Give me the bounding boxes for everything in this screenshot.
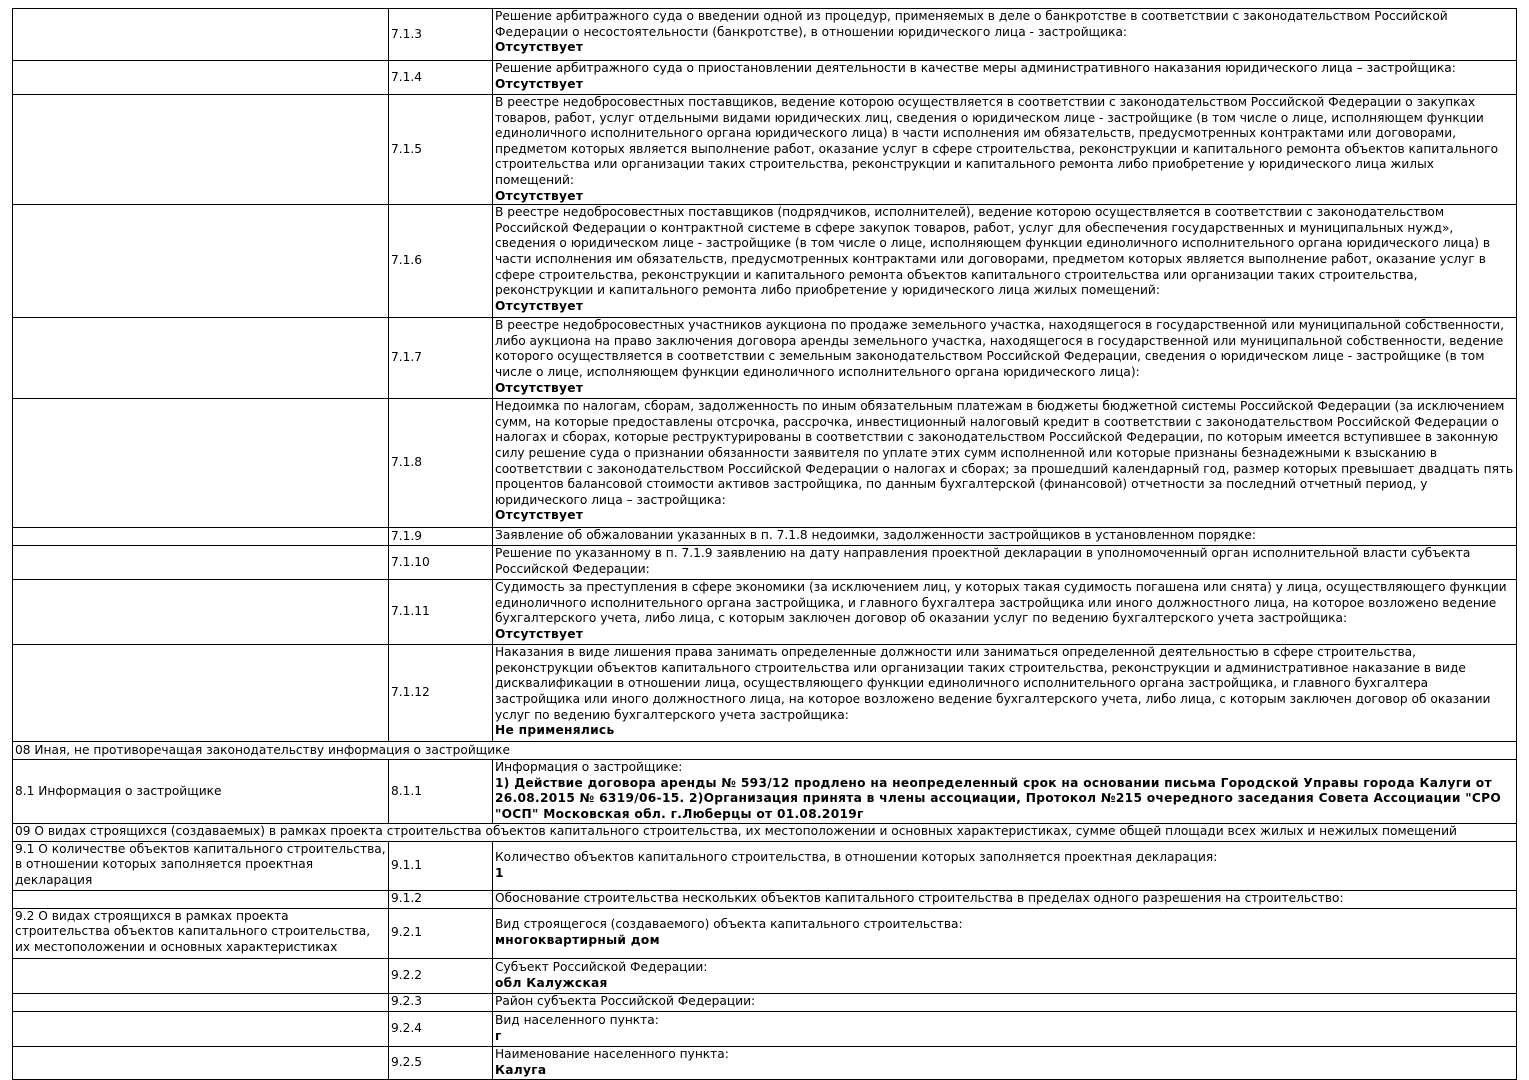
row-label: Решение арбитражного суда о приостановлении деятельности в качестве меры административного наказания юридического лица – застройщика:	[495, 61, 1456, 75]
row-code: 9.2.5	[389, 1046, 493, 1079]
row-code: 7.1.8	[389, 399, 493, 528]
row-value: 1) Действие договора аренды № 593/12 продлено на неопределенный срок на основании письма Городской Управы города Калуги от 26.08.2015 № 6319/06-15. 2)Организация принята в члены ассоциации, Протокол №215 очередного заседания Совета Ассоциации "СРО "ОСП" Московская обл. г.Люберцы от 01.08.2019г	[495, 775, 1502, 821]
row-label: Решение арбитражного суда о введении одной из процедур, применяемых в деле о банкротстве в соответствии с законодательством Российской Федерации о несостоятельности (банкротстве), в отношении юридического лица - застройщика:	[495, 9, 1448, 39]
row-section-cell	[13, 1011, 389, 1046]
row-label: В реестре недобросовестных участников аукциона по продаже земельного участка, находящегося в государственной или муниципальной собственности, либо аукциона на право заключения договора аренды земельного участка, находящегося в государственной или муниципальной собственности, ведение которого осуществляется в соответствии с земельным законодательством Российской Федерации, сведения о юридическом лице - застройщике (в том числе о лице, исполняющем функции единоличного исполнительного органа юридического лица):	[495, 318, 1505, 379]
row-code: 9.1.1	[389, 841, 493, 890]
row-code: 7.1.4	[389, 61, 493, 95]
row-content	[493, 958, 1517, 993]
row-content	[493, 399, 1517, 528]
row-value: Не применялись	[495, 723, 615, 738]
row-code: 7.1.5	[389, 95, 493, 205]
row-content	[493, 205, 1517, 318]
row-label: Заявление об обжаловании указанных в п. 7.1.8 недоимки, задолженности застройщиков в установленном порядке:	[495, 528, 1256, 543]
table-row	[13, 958, 1517, 993]
row-content	[493, 318, 1517, 399]
row-section-cell	[13, 9, 389, 61]
row-section-cell	[13, 205, 389, 318]
row-section-cell	[13, 318, 389, 399]
row-value: Отсутствует	[495, 298, 584, 313]
section-title: 09 О видах строящихся (создаваемых) в рамках проекта строительства объектов капитального строительства, их местоположении и основных характеристиках, сумме общей площади всех жилых и нежилых помещений	[13, 823, 1517, 841]
table-row	[13, 318, 1517, 399]
row-section-cell	[13, 546, 389, 580]
row-label: В реестре недобросовестных поставщиков (подрядчиков, исполнителей), ведение которою осуществляется в соответствии с законодательством Российской Федерации о контрактной системе в сфере закупок товаров, работ, услуг для обеспечения государственных и муниципальных нужд», сведения о юридическом лице - застройщике (в том числе о лице, исполняющем функции единоличного исполнительного органа юридического лица) в части исполнения им обязательств, предусмотренных контрактами или договорами, предметом которых является выполнение работ, оказание услуг в сфере строительства, реконструкции и капитального ремонта объектов капитального строительства или организации таких строительства, реконструкции и капитального ремонта либо приобретение у юридического лица жилых помещений:	[495, 205, 1491, 298]
table-row	[13, 760, 1517, 823]
row-value: Отсутствует	[495, 380, 584, 395]
row-code: 7.1.12	[389, 645, 493, 742]
row-section-cell: 9.2 О видах строящихся в рамках проекта строительства объектов капитального строительства, их местоположении и основных характеристиках	[13, 908, 389, 958]
row-label: Судимость за преступления в сфере экономики (за исключением лиц, у которых такая судимость погашена или снята) у лица, осуществляющего функции единоличного исполнительного органа застройщика, и главного бухгалтера застройщика или иного должностного лица, на которое возложено ведение бухгалтерского учета, либо лица, с которым заключен договор об оказании услуг по ведению бухгалтерского учета застройщика:	[495, 580, 1507, 626]
row-value: Отсутствует	[495, 188, 584, 203]
row-value: Отсутствует	[495, 508, 584, 523]
table-row	[13, 399, 1517, 528]
section-header-08	[13, 742, 1517, 760]
row-label: В реестре недобросовестных поставщиков, ведение которою осуществляется в соответствии с законодательством Российской Федерации о закупках товаров, работ, услуг отдельными видами юридических лиц, сведения о юридическом лице - застройщике (в том числе о лице, исполняющем функции единоличного исполнительного органа юридического лица) в части исполнения им обязательств, предусмотренных контрактами или договорами, предметом которых является выполнение работ, оказание услуг в сфере строительства, реконструкции и капитального ремонта объектов капитального строительства или организации таких строительства, реконструкции и капитального ремонта либо приобретение у юридического лица жилых помещений:	[495, 95, 1499, 187]
row-content	[493, 841, 1517, 890]
row-label: Обоснование строительства нескольких объектов капитального строительства в пределах одного разрешения на строительство:	[495, 891, 1344, 906]
row-code: 9.2.1	[389, 908, 493, 958]
row-content	[493, 993, 1517, 1011]
table-row	[13, 9, 1517, 61]
row-section-cell	[13, 61, 389, 95]
row-label: Недоимка по налогам, сборам, задолженность по иным обязательным платежам в бюджеты бюджетной системы Российской Федерации (за исключением сумм, на которые предоставлены отсрочка, рассрочка, инвестиционный налоговый кредит в соответствии с законодательством Российской Федерации о налогах и сборах, которые реструктурированы в соответствии с законодательством Российской Федерации, по которым имеется вступившее в законную силу решение суда о признании обязанности заявителя по уплате этих сумм исполненной или которые признаны безнадежными к взысканию в соответствии с законодательством Российской Федерации о налогах и сборах; за прошедший календарный год, размер которых превышает двадцать пять процентов балансовой стоимости активов застройщика, по данным бухгалтерской (финансовой) отчетности за последний отчетный период, у юридического лица – застройщика:	[495, 399, 1514, 507]
row-value: Отсутствует	[495, 626, 584, 641]
table-row	[13, 890, 1517, 908]
row-code: 9.2.2	[389, 958, 493, 993]
row-label: Количество объектов капитального строительства, в отношении которых заполняется проектная декларация:	[495, 849, 1218, 864]
table-row	[13, 993, 1517, 1011]
section-header-09	[13, 823, 1517, 841]
table-row	[13, 580, 1517, 645]
row-value: Калуга	[495, 1062, 547, 1077]
table-row	[13, 546, 1517, 580]
row-value: Отсутствует	[495, 76, 584, 91]
table-row	[13, 61, 1517, 95]
row-code: 7.1.6	[389, 205, 493, 318]
row-section-cell	[13, 1046, 389, 1079]
row-value: обл Калужская	[495, 975, 608, 990]
row-label: Решение по указанному в п. 7.1.9 заявлению на дату направления проектной декларации в уполномоченный орган исполнительной власти субъекта Российской Федерации:	[495, 546, 1471, 576]
row-content	[493, 908, 1517, 958]
section-title: 08 Иная, не противоречащая законодательству информация о застройщике	[13, 742, 1517, 760]
row-label: Информация о застройщике:	[495, 760, 683, 775]
row-section-cell	[13, 528, 389, 546]
row-value: г	[495, 1028, 502, 1043]
table-row	[13, 841, 1517, 890]
declaration-table	[12, 8, 1517, 1080]
row-value: Отсутствует	[495, 40, 584, 55]
row-section-cell	[13, 95, 389, 205]
row-label: Наказания в виде лишения права занимать определенные должности или заниматься определенной деятельностью в сфере строительства, реконструкции объектов капитального строительства или организации таких строительства, реконструкции и административное наказание в виде дисквалификации в отношении лица, осуществляющего функции единоличного исполнительного органа застройщика, и главного бухгалтера застройщика или иного должностного лица, на которое возложено ведение бухгалтерского учета, либо лица, с которым заключен договор об оказании услуг по ведению бухгалтерского учета застройщика:	[495, 645, 1491, 722]
row-content	[493, 580, 1517, 645]
row-content	[493, 1046, 1517, 1079]
row-content	[493, 890, 1517, 908]
row-section-cell	[13, 645, 389, 742]
table-row	[13, 1046, 1517, 1079]
row-value: многоквартирный дом	[495, 933, 660, 948]
row-label: Вид населенного пункта:	[495, 1012, 659, 1027]
row-content	[493, 1011, 1517, 1046]
declaration-document	[12, 8, 1517, 1080]
row-section-cell	[13, 580, 389, 645]
row-code: 8.1.1	[389, 760, 493, 823]
row-code: 7.1.10	[389, 546, 493, 580]
row-code: 9.1.2	[389, 890, 493, 908]
row-content	[493, 645, 1517, 742]
table-row	[13, 205, 1517, 318]
table-row	[13, 1011, 1517, 1046]
row-content	[493, 760, 1517, 823]
row-code: 9.2.3	[389, 993, 493, 1011]
row-content	[493, 95, 1517, 205]
row-label: Район субъекта Российской Федерации:	[495, 994, 756, 1009]
table-row	[13, 908, 1517, 958]
row-label: Вид строящегося (создаваемого) объекта капитального строительства:	[495, 917, 963, 932]
row-code: 7.1.7	[389, 318, 493, 399]
row-content	[493, 528, 1517, 546]
row-section-cell	[13, 399, 389, 528]
row-section-cell	[13, 993, 389, 1011]
row-code: 7.1.9	[389, 528, 493, 546]
row-section-cell	[13, 958, 389, 993]
row-section-cell: 9.1 О количестве объектов капитального строительства, в отношении которых заполняется проектная декларация	[13, 841, 389, 890]
row-content	[493, 546, 1517, 580]
row-code: 7.1.3	[389, 9, 493, 61]
table-row	[13, 645, 1517, 742]
row-content	[493, 61, 1517, 95]
row-section-cell	[13, 890, 389, 908]
row-section-cell: 8.1 Информация о застройщике	[13, 760, 389, 823]
row-label: Субъект Российской Федерации:	[495, 959, 708, 974]
row-value: 1	[495, 865, 504, 880]
row-code: 9.2.4	[389, 1011, 493, 1046]
row-label: Наименование населенного пункта:	[495, 1046, 729, 1061]
table-row	[13, 95, 1517, 205]
row-code: 7.1.11	[389, 580, 493, 645]
row-content	[493, 9, 1517, 61]
table-row	[13, 528, 1517, 546]
